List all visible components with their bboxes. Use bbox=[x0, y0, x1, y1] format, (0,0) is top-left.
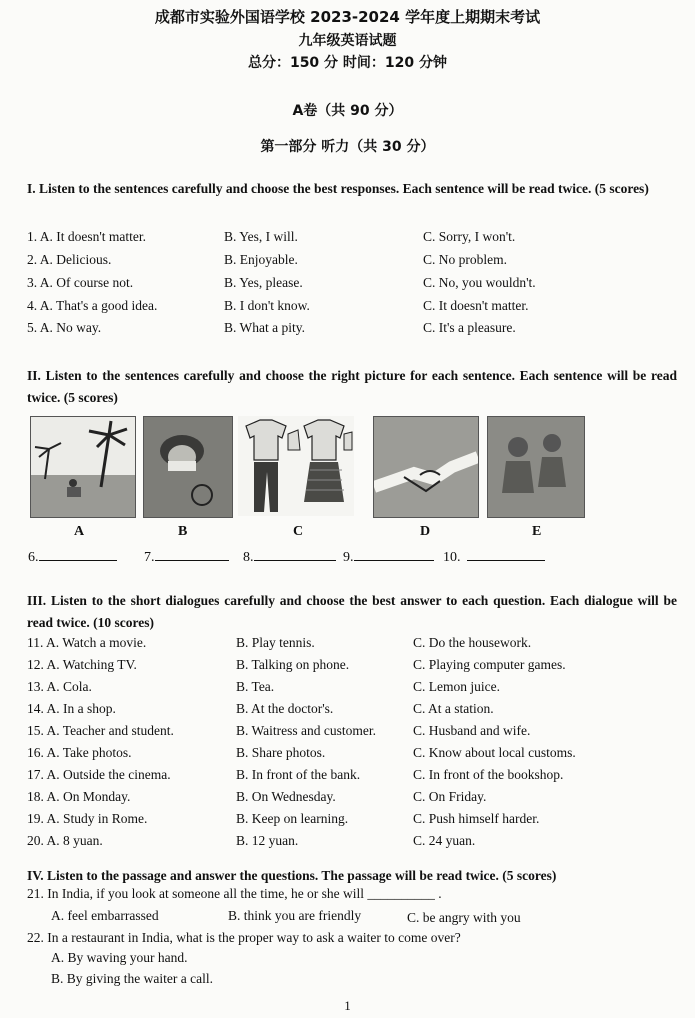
option-a: 20. A. 8 yuan. bbox=[27, 833, 103, 848]
option-c: C. It doesn't matter. bbox=[423, 298, 529, 313]
option-a: 17. A. Outside the cinema. bbox=[27, 767, 171, 782]
option-c: C. Know about local customs. bbox=[413, 745, 576, 760]
option-c: C. be angry with you bbox=[407, 910, 521, 925]
answer-blank[interactable] bbox=[243, 546, 336, 566]
option-c: C. It's a pleasure. bbox=[423, 320, 516, 335]
question-row bbox=[27, 252, 687, 274]
blank-number: 9. bbox=[343, 550, 354, 565]
question-row bbox=[27, 723, 687, 745]
question-row bbox=[27, 679, 687, 701]
option-b: B. Play tennis. bbox=[236, 635, 315, 650]
option-c: C. Playing computer games. bbox=[413, 657, 566, 672]
option-b: B. Enjoyable. bbox=[224, 252, 298, 267]
question-row bbox=[27, 298, 687, 320]
picture-label: C bbox=[293, 524, 304, 539]
option-b: B. Tea. bbox=[236, 679, 275, 694]
option-a: 14. A. In a shop. bbox=[27, 701, 116, 716]
question-row bbox=[27, 275, 687, 297]
option-c: C. Lemon juice. bbox=[413, 679, 500, 694]
option-b: B. think you are friendly bbox=[228, 908, 362, 923]
beach-picture bbox=[30, 416, 136, 518]
option-a: 4. A. That's a good idea. bbox=[27, 298, 158, 313]
option-b: B. Waitress and customer. bbox=[236, 723, 377, 738]
question-row bbox=[27, 320, 687, 342]
exam-title: 成都市实验外国语学校 2023-2024 学年度上期期末考试 bbox=[154, 8, 541, 26]
question-row bbox=[27, 767, 687, 789]
school-uniform-picture bbox=[238, 416, 354, 516]
option-b: B. Share photos. bbox=[236, 745, 326, 760]
option-a: 13. A. Cola. bbox=[27, 679, 92, 694]
option-c: C. In front of the bookshop. bbox=[413, 767, 564, 782]
option-a: 1. A. It doesn't matter. bbox=[27, 229, 147, 244]
option-a: 5. A. No way. bbox=[27, 320, 102, 335]
blank-number: 8. bbox=[243, 550, 254, 565]
answer-blank[interactable] bbox=[343, 546, 434, 566]
section-1-instruction: I. Listen to the sentences carefully and choose the best responses. Each sentence will be read twice. (5 scores) bbox=[27, 181, 649, 196]
option-b: B. Yes, please. bbox=[224, 275, 303, 290]
option-c: C. Husband and wife. bbox=[413, 723, 531, 738]
option-c: C. Sorry, I won't. bbox=[423, 229, 516, 244]
option-b: B. Yes, I will. bbox=[224, 229, 298, 244]
picture-label: B bbox=[178, 524, 188, 539]
question-row bbox=[27, 657, 687, 679]
option-a: A. By waving your hand. bbox=[51, 950, 188, 965]
option-b: B. I don't know. bbox=[224, 298, 310, 313]
exam-subtitle: 九年级英语试题 bbox=[298, 33, 397, 49]
option-b: B. What a pity. bbox=[224, 320, 305, 335]
question-row bbox=[27, 811, 687, 833]
page-number: 1 bbox=[344, 998, 351, 1013]
section-4-instruction: IV. Listen to the passage and answer the questions. The passage will be read twice. (5 scores) bbox=[27, 868, 557, 883]
question-row bbox=[27, 635, 687, 657]
option-a: 12. A. Watching TV. bbox=[27, 657, 137, 672]
option-a: 16. A. Take photos. bbox=[27, 745, 132, 760]
question-row bbox=[27, 833, 687, 855]
question-row bbox=[27, 745, 687, 767]
option-a: A. feel embarrassed bbox=[51, 908, 159, 923]
option-c: C. Do the housework. bbox=[413, 635, 532, 650]
answer-blank[interactable] bbox=[443, 546, 545, 566]
section-3-instruction: III. Listen to the short dialogues carefully and choose the best answer to each question. Each dialogue will be read twice. (10 scores) bbox=[27, 593, 677, 630]
option-b: B. Talking on phone. bbox=[236, 657, 350, 672]
blank-number: 7. bbox=[144, 550, 155, 565]
blank-number: 6. bbox=[28, 550, 39, 565]
option-b: B. At the doctor's. bbox=[236, 701, 334, 716]
paper-heading: A卷（共 90 分） bbox=[292, 103, 403, 119]
people-picture bbox=[487, 416, 585, 518]
masked-face-picture bbox=[143, 416, 233, 518]
question-22: 22. In a restaurant in India, what is the proper way to ask a waiter to come over? bbox=[27, 930, 461, 945]
answer-blank[interactable] bbox=[144, 546, 229, 566]
option-a: 15. A. Teacher and student. bbox=[27, 723, 174, 738]
exam-info: 总分：150 分 时间：120 分钟 bbox=[247, 55, 448, 71]
option-a: 11. A. Watch a movie. bbox=[27, 635, 147, 650]
option-b: B. 12 yuan. bbox=[236, 833, 299, 848]
option-b: B. Keep on learning. bbox=[236, 811, 349, 826]
option-b: B. By giving the waiter a call. bbox=[51, 971, 213, 986]
option-c: C. No problem. bbox=[423, 252, 507, 267]
picture-label: A bbox=[74, 524, 85, 539]
picture-row bbox=[27, 416, 687, 520]
option-b: B. In front of the bank. bbox=[236, 767, 361, 782]
question-21: 21. In India, if you look at someone all the time, he or she will __________ . bbox=[27, 886, 442, 901]
option-c: C. At a station. bbox=[413, 701, 494, 716]
answer-blank[interactable] bbox=[28, 546, 117, 566]
question-row bbox=[27, 229, 687, 251]
picture-label: D bbox=[420, 524, 431, 539]
question-row bbox=[27, 701, 687, 723]
option-c: C. Push himself harder. bbox=[413, 811, 540, 826]
option-c: C. No, you wouldn't. bbox=[423, 275, 536, 290]
question-row bbox=[27, 789, 687, 811]
part-heading: 第一部分 听力（共 30 分） bbox=[260, 139, 435, 155]
option-c: C. On Friday. bbox=[413, 789, 487, 804]
option-a: 18. A. On Monday. bbox=[27, 789, 131, 804]
option-a: 3. A. Of course not. bbox=[27, 275, 134, 290]
option-c: C. 24 yuan. bbox=[413, 833, 476, 848]
picture-label: E bbox=[532, 524, 542, 539]
option-b: B. On Wednesday. bbox=[236, 789, 336, 804]
blank-number: 10. bbox=[443, 550, 461, 565]
option-a: 19. A. Study in Rome. bbox=[27, 811, 148, 826]
section-2-instruction: II. Listen to the sentences carefully and choose the right picture for each sentence. Each sentence will be read twice. (5 scores) bbox=[27, 368, 677, 405]
handshake-picture bbox=[373, 416, 479, 518]
option-a: 2. A. Delicious. bbox=[27, 252, 112, 267]
